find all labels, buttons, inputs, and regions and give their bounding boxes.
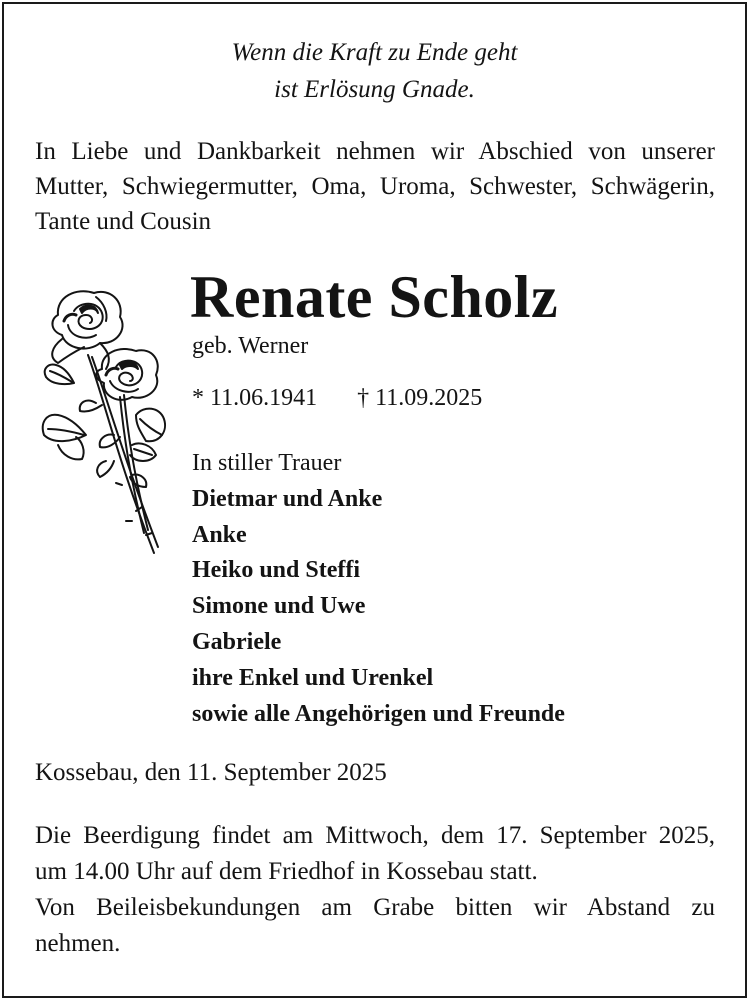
birth-date: * 11.06.1941	[192, 385, 318, 411]
intro-line-3: Tante und Cousin	[35, 208, 212, 235]
motto-line-1: Wenn die Kraft zu Ende geht	[231, 39, 518, 66]
mourner-name: Simone und Uwe	[192, 593, 366, 620]
mourner-name: Heiko und Steffi	[192, 557, 361, 584]
funeral-line-2: um 14.00 Uhr auf dem Friedhof in Kossebau statt.	[35, 858, 538, 885]
mourner-name: Gabriele	[192, 628, 282, 655]
mourner-name: sowie alle Angehörigen und Freunde	[192, 700, 565, 727]
birth-name: geb. Werner	[192, 333, 309, 359]
intro-line-1: In Liebe und Dankbarkeit nehmen wir Abschied von unserer	[35, 138, 715, 165]
motto-line-2: ist Erlösung Gnade.	[274, 76, 475, 103]
mourners-heading: In stiller Trauer	[192, 450, 342, 476]
funeral-line-4: nehmen.	[35, 930, 121, 957]
mourners-list	[192, 446, 565, 732]
mourner-name: ihre Enkel und Urenkel	[192, 664, 434, 691]
rose-icon	[36, 285, 176, 565]
mourner-name: Dietmar und Anke	[192, 485, 383, 512]
funeral-line-1: Die Beerdigung findet am Mittwoch, dem 17. September 2025,	[35, 822, 715, 849]
deceased-name: Renate Scholz	[190, 264, 559, 330]
mourner-name: Anke	[192, 521, 247, 548]
place-and-date: Kossebau, den 11. September 2025	[35, 759, 387, 786]
intro-line-2: Mutter, Schwiegermutter, Oma, Uroma, Schwester, Schwägerin,	[35, 173, 715, 200]
funeral-info	[35, 818, 715, 962]
funeral-line-3: Von Beileisbekundungen am Grabe bitten wir Abstand zu	[35, 894, 715, 921]
death-date: † 11.09.2025	[357, 385, 483, 411]
life-dates	[192, 383, 482, 413]
intro-text	[35, 134, 715, 239]
